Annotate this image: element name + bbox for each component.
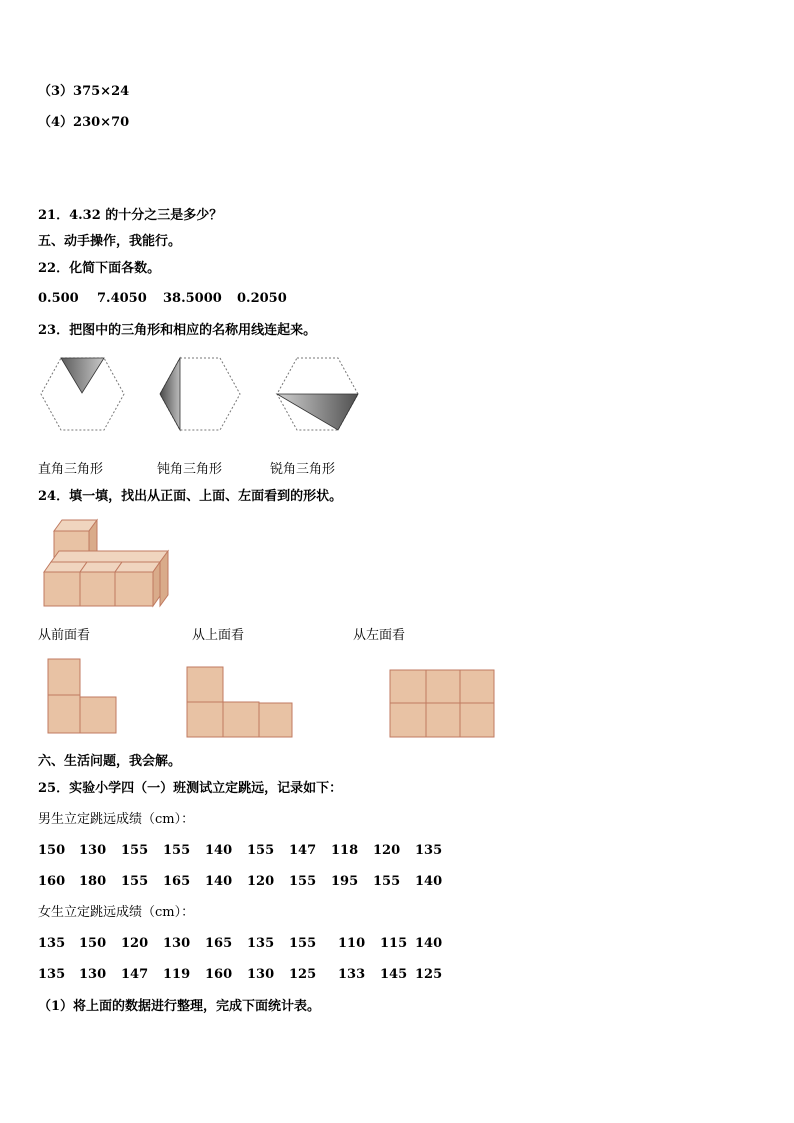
girls-score: 160: [205, 967, 233, 982]
girls-score: 155: [289, 936, 317, 951]
girls-score: 145: [380, 967, 408, 982]
question-22: 22．化简下面各数。: [38, 261, 161, 276]
girls-score: 125: [289, 967, 317, 982]
girls-score: 130: [79, 967, 107, 982]
view-label-top: 从上面看: [192, 628, 245, 643]
boys-score: 120: [247, 874, 275, 889]
triangle-label-obtuse[interactable]: 钝角三角形: [157, 462, 223, 477]
boys-title: 男生立定跳远成绩（cm）：: [38, 812, 195, 827]
girls-score: 135: [38, 936, 66, 951]
triangle-label-acute[interactable]: 锐角三角形: [270, 462, 336, 477]
girls-score: 165: [205, 936, 233, 951]
section-6-heading: 六、生活问题，我会解。: [38, 754, 182, 769]
boys-score: 155: [121, 874, 149, 889]
boys-score: 180: [79, 874, 107, 889]
question-25: 25．实验小学四（一）班测试立定跳远，记录如下：: [38, 781, 343, 796]
girls-score: 135: [247, 936, 275, 951]
boys-score: 155: [289, 874, 317, 889]
girls-score: 140: [415, 936, 443, 951]
girls-score: 119: [163, 967, 191, 982]
boys-score: 160: [38, 874, 66, 889]
girls-title: 女生立定跳远成绩（cm）：: [38, 905, 195, 920]
q22-number: 0.500: [38, 291, 79, 306]
boys-score: 195: [331, 874, 359, 889]
girls-score: 135: [38, 967, 66, 982]
boys-score: 130: [79, 843, 107, 858]
view-label-front: 从前面看: [38, 628, 91, 643]
boys-score: 140: [415, 874, 443, 889]
girls-score: 150: [79, 936, 107, 951]
boys-score: 150: [38, 843, 66, 858]
boys-score: 165: [163, 874, 191, 889]
girls-score: 133: [338, 967, 366, 982]
front-view-shape: [48, 659, 116, 733]
q20-item-3: （3）375×24: [38, 84, 130, 99]
girls-score: 130: [247, 967, 275, 982]
boys-score: 147: [289, 843, 317, 858]
top-view-shape: [187, 667, 292, 737]
girls-score: 120: [121, 936, 149, 951]
question-25-part-1: （1）将上面的数据进行整理，完成下面统计表。: [38, 999, 321, 1014]
girls-score: 130: [163, 936, 191, 951]
q22-number: 7.4050: [97, 291, 147, 306]
boys-score: 118: [331, 843, 359, 858]
boys-score: 140: [205, 874, 233, 889]
question-23: 23．把图中的三角形和相应的名称用线连起来。: [38, 323, 317, 338]
boys-score: 135: [415, 843, 443, 858]
girls-score: 110: [338, 936, 366, 951]
view-label-left: 从左面看: [353, 628, 406, 643]
boys-score: 140: [205, 843, 233, 858]
boys-score: 155: [163, 843, 191, 858]
girls-score: 125: [415, 967, 443, 982]
girls-score: 115: [380, 936, 408, 951]
boys-score: 155: [121, 843, 149, 858]
q22-number: 0.2050: [237, 291, 287, 306]
girls-score: 147: [121, 967, 149, 982]
question-21: 21．4.32 的十分之三是多少？: [38, 208, 223, 223]
q20-item-4: （4）230×70: [38, 115, 130, 130]
question-24: 24．填一填，找出从正面、上面、左面看到的形状。: [38, 489, 343, 504]
boys-score: 155: [247, 843, 275, 858]
triangle-label-right[interactable]: 直角三角形: [38, 462, 104, 477]
left-view-shape: [390, 670, 494, 737]
boys-score: 155: [373, 874, 401, 889]
q22-number: 38.5000: [163, 291, 222, 306]
section-5-heading: 五、动手操作，我能行。: [38, 234, 182, 249]
boys-score: 120: [373, 843, 401, 858]
